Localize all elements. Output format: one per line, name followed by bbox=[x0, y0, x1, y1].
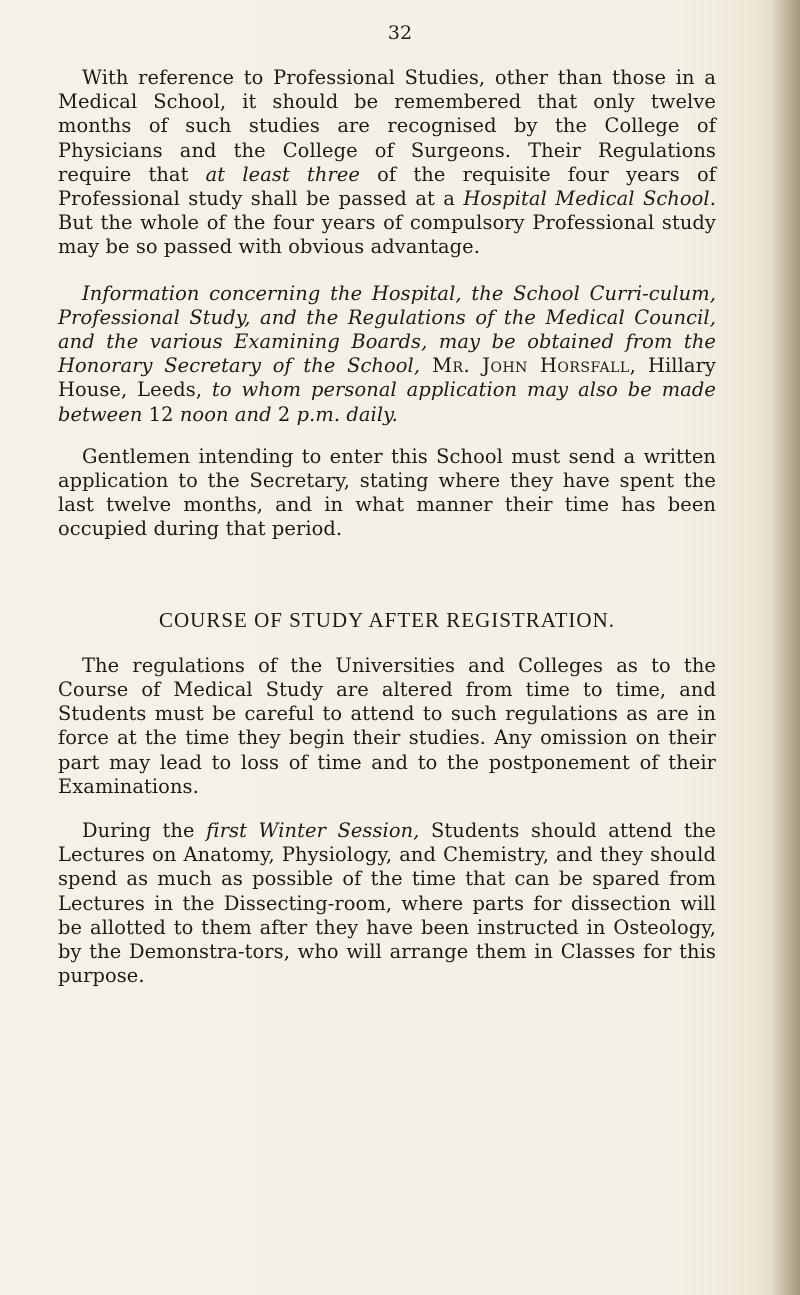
para1-text-3: But the whole of the four years of compulsory Professional study may be so passed with obvious advantage. bbox=[58, 211, 716, 259]
para1-italic-at-least-three: at least three bbox=[205, 162, 360, 186]
paragraph-gentlemen-intending: Gentlemen intending to enter this School must send a written application to the Secretary, stating where they have spent the last twelve months, and in what manner their time has been occupied during that period. bbox=[58, 444, 716, 541]
para5-text-2: Students should attend the Lectures on Anatomy, Physiology, and Chemistry, and they should spend as much as possible of the time that can be spared from Lectures in the Dissecting-room, where parts for dissection will be allotted to them after they have been instructed in Osteology, by the Demonstra-tors, who will arrange them in Classes for this purpose. bbox=[58, 819, 717, 988]
para2-secretary-name: Mr. John Horsfall, bbox=[420, 354, 637, 378]
paragraph-first-winter-session bbox=[58, 819, 716, 988]
para5-italic-first-winter-session: first Winter Session, bbox=[206, 819, 420, 843]
page-body bbox=[58, 66, 716, 1007]
para2-italic-information: Information concerning the Hospital, the School Curri-culum, Professional Study, and the Regulations of the Medical Council, and the various Examining Boards, may be obtained from the Honorary Secretary of the School, bbox=[58, 281, 716, 378]
page-number: 32 bbox=[387, 22, 413, 44]
para2-time-noon: 12 bbox=[142, 402, 180, 426]
para1-italic-hospital-school: Hospital Medical School. bbox=[463, 187, 716, 211]
page-edge-shadow bbox=[772, 0, 800, 1295]
para2-italic-application: to whom personal application may also be made between bbox=[58, 378, 716, 426]
paragraph-information bbox=[58, 282, 716, 427]
para1-text-1: With reference to Professional Studies, other than those in a Medical School, it should be remembered that only twelve months of such studies are recognised by the College of Physicians and the College of Surgeons. Their Regulations require that bbox=[58, 66, 716, 186]
paragraph-professional-studies bbox=[58, 66, 716, 260]
para1-text-2: of the requisite four years of Professional study shall be passed at a bbox=[58, 162, 716, 211]
paragraph-regulations: The regulations of the Universities and Colleges as to the Course of Medical Study are altered from time to time, and Students must be careful to attend to such regulations as are in force at the time they begin their studies. Any omission on their part may lead to loss of time and to the postponement of their Examinations. bbox=[58, 653, 716, 798]
para2-italic-noon-and: noon and bbox=[179, 402, 272, 426]
section-heading: COURSE OF STUDY AFTER REGISTRATION. bbox=[158, 607, 615, 632]
para2-address: Hillary House, Leeds, bbox=[58, 354, 716, 402]
para5-text-1: During the bbox=[82, 819, 207, 843]
para2-time-two: 2 bbox=[271, 402, 297, 426]
para2-italic-pm-daily: p.m. daily. bbox=[296, 402, 398, 426]
